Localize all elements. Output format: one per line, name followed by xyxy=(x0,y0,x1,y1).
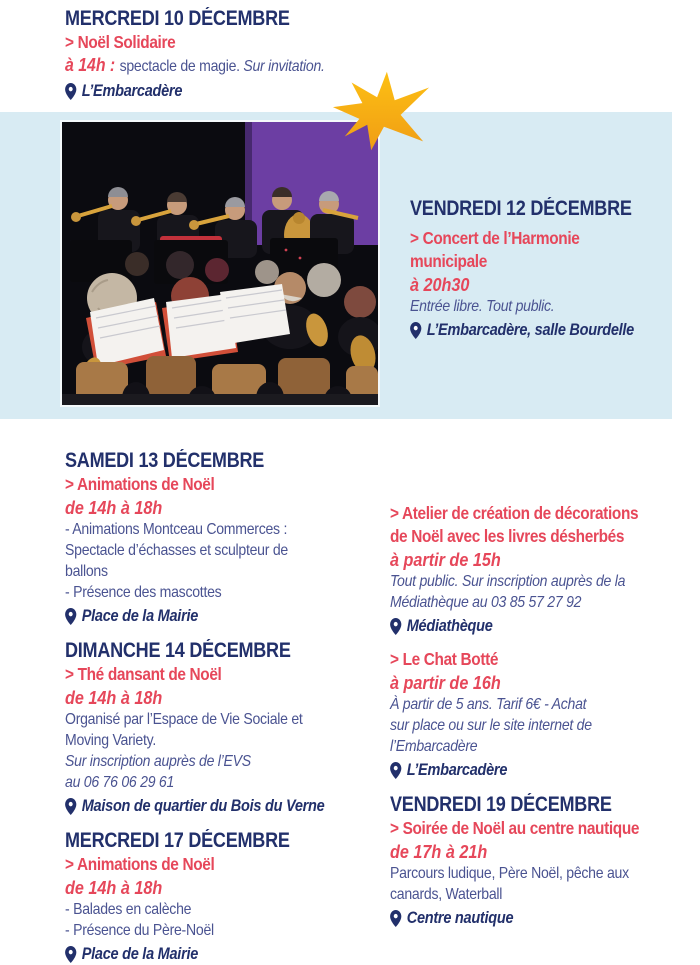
event-date: VENDREDI 19 DÉCEMBRE xyxy=(390,793,612,816)
event-location xyxy=(410,318,652,342)
event-title-line: > Le Chat Botté xyxy=(390,649,499,669)
event-title-line: > Concert de l’Harmonie xyxy=(410,228,580,248)
event-description-line: Organisé par l’Espace de Vie Sociale et xyxy=(65,711,303,728)
event-location xyxy=(65,604,342,628)
event-time: à 20h30 xyxy=(410,275,470,295)
event-title-line: de Noël avec les livres désherbés xyxy=(390,526,625,546)
event-mercredi-17 xyxy=(65,828,380,965)
event-title: > Animations de Noël xyxy=(65,474,215,494)
location-label: Place de la Mairie xyxy=(81,945,199,963)
event-mercredi-10 xyxy=(65,6,360,103)
event-vendredi-12 xyxy=(410,196,685,342)
event-title: > Animations de Noël xyxy=(65,854,215,874)
event-location xyxy=(390,906,658,930)
location-label: Médiathèque xyxy=(406,617,493,635)
event-note-line: Sur inscription auprès de l’EVS xyxy=(65,753,251,770)
event-time: de 17h à 21h xyxy=(390,842,488,862)
event-time: de 14h à 18h xyxy=(65,878,163,898)
event-description-line: canards, Waterball xyxy=(390,886,503,903)
event-time: de 14h à 18h xyxy=(65,498,163,518)
event-description-line: - Présence du Père-Noël xyxy=(65,922,214,939)
event-location xyxy=(390,614,658,638)
event-description: spectacle de magie. xyxy=(119,58,240,75)
event-le-chat-botte xyxy=(390,648,695,782)
event-location xyxy=(65,942,342,965)
event-date: MERCREDI 17 DÉCEMBRE xyxy=(65,829,290,852)
event-vendredi-19 xyxy=(390,792,695,930)
event-time: de 14h à 18h xyxy=(65,688,163,708)
map-pin-icon xyxy=(390,618,401,635)
event-description-line: Parcours ludique, Père Noël, pêche aux xyxy=(390,865,629,882)
event-note-line: au 06 76 06 29 61 xyxy=(65,774,175,791)
event-location xyxy=(65,79,325,103)
map-pin-icon xyxy=(65,608,76,625)
event-note-line: Médiathèque au 03 85 57 27 92 xyxy=(390,594,582,611)
column-left xyxy=(65,448,380,965)
event-note-line: Tout public. Sur inscription auprès de la xyxy=(390,573,626,590)
event-time-line xyxy=(65,54,325,78)
event-description-line: Moving Variety. xyxy=(65,732,156,749)
event-title: > Thé dansant de Noël xyxy=(65,664,222,684)
event-date: VENDREDI 12 DÉCEMBRE xyxy=(410,197,632,220)
location-label: L’Embarcadère xyxy=(406,761,508,779)
event-atelier-mediatheque xyxy=(390,502,695,638)
event-note-line: l’Embarcadère xyxy=(390,738,478,755)
map-pin-icon xyxy=(65,83,76,100)
event-dimanche-14 xyxy=(65,638,380,818)
event-description-line: Spectacle d’échasses et sculpteur de xyxy=(65,542,288,559)
map-pin-icon xyxy=(390,762,401,779)
event-description-line: - Animations Montceau Commerces : xyxy=(65,521,288,538)
event-title: > Noël Solidaire xyxy=(65,32,176,52)
event-title-line: > Atelier de création de décorations xyxy=(390,503,639,523)
map-pin-icon xyxy=(410,322,421,339)
event-note: Sur invitation. xyxy=(243,58,325,75)
event-date: MERCREDI 10 DÉCEMBRE xyxy=(65,7,290,30)
event-date: SAMEDI 13 DÉCEMBRE xyxy=(65,449,265,472)
location-label: Place de la Mairie xyxy=(81,607,199,625)
concert-photo-illustration xyxy=(62,122,378,405)
event-date: DIMANCHE 14 DÉCEMBRE xyxy=(65,639,291,662)
event-description-line: - Balades en calèche xyxy=(65,901,192,918)
event-note-line: sur place ou sur le site internet de xyxy=(390,717,592,734)
event-note: Entrée libre. Tout public. xyxy=(410,298,555,315)
location-label: Centre nautique xyxy=(406,909,514,927)
event-title-line: municipale xyxy=(410,251,487,271)
location-label: Maison de quartier du Bois du Verne xyxy=(81,797,325,815)
event-note-line: À partir de 5 ans. Tarif 6€ - Achat xyxy=(390,696,587,713)
event-samedi-13 xyxy=(65,448,380,628)
event-location xyxy=(390,758,658,782)
star-icon xyxy=(330,67,432,155)
map-pin-icon xyxy=(65,798,76,815)
event-description-line: - Présence des mascottes xyxy=(65,584,222,601)
event-title-line: > Soirée de Noël au centre nautique xyxy=(390,818,640,838)
location-label: L’Embarcadère, salle Bourdelle xyxy=(426,321,635,339)
event-description-line: ballons xyxy=(65,563,108,580)
map-pin-icon xyxy=(390,910,401,927)
location-label: L’Embarcadère xyxy=(81,82,183,100)
event-time: à partir de 15h xyxy=(390,550,501,570)
event-time: à 14h : xyxy=(65,55,116,75)
event-time: à partir de 16h xyxy=(390,673,501,693)
map-pin-icon xyxy=(65,946,76,963)
column-right xyxy=(390,502,695,940)
concert-photo xyxy=(60,120,380,407)
event-location xyxy=(65,794,342,818)
